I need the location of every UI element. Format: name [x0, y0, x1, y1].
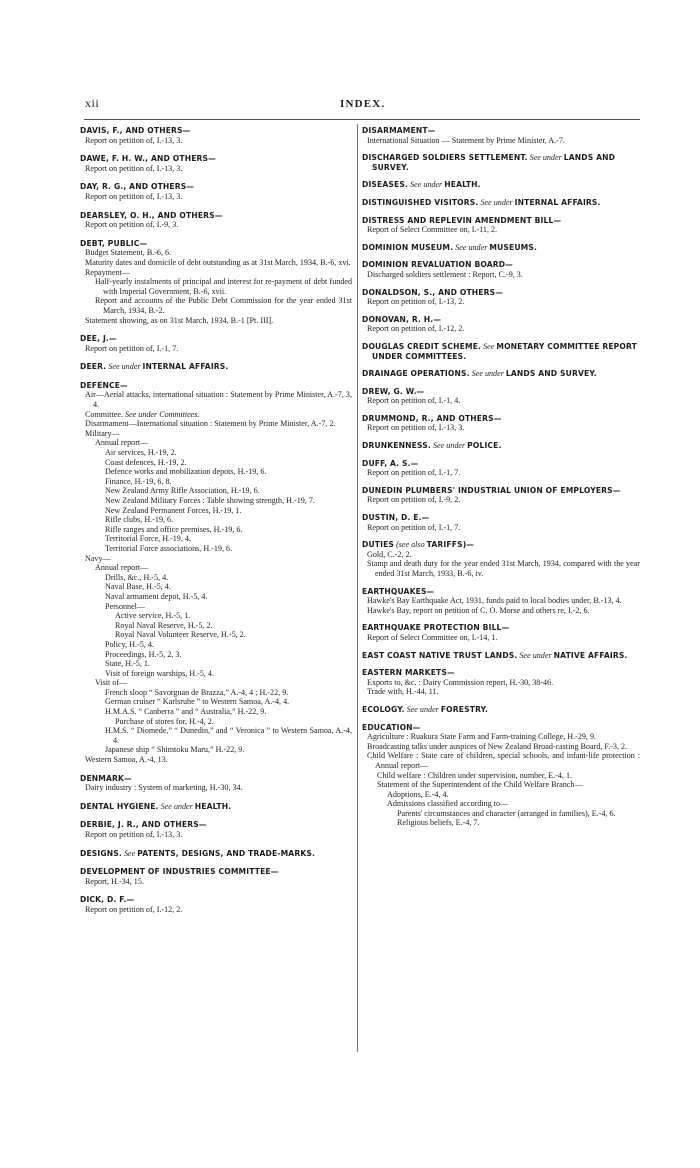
entry-heading: DAY, R. G., AND OTHERS— — [80, 182, 195, 192]
entry-line: Report on petition of, I.-12, 2. — [367, 324, 465, 334]
see-under: See under — [410, 180, 443, 190]
cross-reference: NATIVE AFFAIRS. — [553, 650, 628, 660]
entry-line: Report on petition of, I.-13, 2. — [367, 297, 465, 307]
index-entry — [362, 414, 640, 433]
entry-heading: DOUGLAS CREDIT SCHEME. — [362, 341, 482, 351]
entry-line: Royal Naval Reserve, H.-5, 2. — [115, 620, 213, 630]
entry-heading: DISTRESS AND REPLEVIN AMENDMENT BILL— — [362, 215, 562, 225]
entry-heading: DENTAL HYGIENE. — [80, 801, 159, 811]
entry-heading: DRAINAGE OPERATIONS. — [362, 369, 470, 379]
cross-reference: HEALTH. — [444, 180, 481, 190]
entry-line: Hawke's Bay, report on petition of C. O. Morse and others re, I.-2, 6. — [367, 605, 590, 615]
entry-line: Drills, &c., H.-5, 4. — [105, 572, 169, 582]
page-number: xii — [85, 96, 100, 110]
index-entry — [362, 315, 640, 334]
entry-text: Committee. — [85, 409, 123, 419]
entry-line: Japanese ship “ Shimtoku Maru,” H.-22, 9. — [105, 745, 245, 755]
index-entry — [362, 216, 640, 235]
entry-line: Purchase of stores for, H.-4, 2. — [115, 716, 214, 726]
entry-line: Report of Select Committee on, I.-14, 1. — [367, 632, 498, 642]
index-entry — [80, 802, 352, 812]
entry-heading: DONOVAN, R. H.— — [362, 314, 442, 324]
entry-line: H.M.A.S. “ Canberra ” and “ Australia,” H.-22, 9. — [105, 707, 267, 717]
entry-heading: DENMARK— — [80, 773, 132, 783]
entry-line: Exports to, &c. : Dairy Commission report, H.-30, 38-46. — [367, 677, 554, 687]
entry-line: Report on petition of, I.-1, 7. — [85, 343, 179, 353]
cross-reference: POLICE. — [467, 441, 502, 451]
entry-line: Royal Naval Volunteer Reserve, H.-5, 2. — [115, 630, 246, 640]
entry-line: Report on petition of, I.-13, 3. — [85, 830, 183, 839]
entry-line: Rifle ranges and office premises, H.-19, 6. — [105, 524, 243, 534]
index-entry — [362, 126, 640, 145]
entry-heading: DAVIS, F., AND OTHERS— — [80, 126, 191, 135]
index-entry — [80, 126, 352, 145]
index-entry — [80, 867, 352, 886]
entry-line: H.M.S. “ Diomede,” “ Dunedin,” and “ Veronica ” to Western Samoa, A.-4, 4. — [105, 726, 352, 745]
entry-line: International Situation — Statement by Prime Minister, A.-7. — [367, 135, 565, 145]
cross-reference: HEALTH. — [194, 801, 232, 811]
entry-line: Budget Statement, B.-6, 6. — [85, 248, 172, 258]
entry-heading: DESIGNS. — [80, 848, 122, 858]
entry-line: German cruiser “ Karlsruhe ” to Western Samoa, A.-4, 4. — [105, 697, 290, 707]
entry-line: Western Samoa, A.-4, 13. — [85, 755, 168, 765]
index-entry — [362, 180, 640, 190]
entry-heading: DAWE, F. H. W., AND OTHERS— — [80, 154, 216, 164]
index-entry — [362, 260, 640, 279]
see-under: See under — [529, 153, 562, 163]
index-entry — [80, 895, 352, 914]
entry-line: Coast defences, H.-19, 2. — [105, 457, 187, 467]
entry-heading: EDUCATION— — [362, 722, 421, 732]
entry-line: Statement showing, as on 31st March, 1934, B.-1 [Pt. III]. — [85, 315, 274, 325]
index-entry — [362, 441, 640, 451]
entry-heading: DERBIE, J. R., AND OTHERS— — [80, 820, 207, 830]
entry-line: Gold, C.-2, 2. — [367, 549, 412, 559]
index-entry — [80, 154, 352, 173]
see-under: See — [123, 848, 136, 858]
cross-reference: MUSEUMS. — [489, 242, 538, 252]
index-entry — [362, 587, 640, 616]
entry-line: Air—Aerial attacks, international situation : Statement by Prime Minister, A.-7, 3, 4. — [85, 390, 352, 410]
entry-line: Report on petition of, I.-13, 3. — [367, 423, 465, 433]
entry-line: Stamp and death duty for the year ended 31st March, 1934, compared with the year ended 31st March, 1933, B.-6, iv. — [367, 559, 640, 578]
entry-line: Personnel— — [105, 601, 146, 611]
index-entry — [80, 334, 352, 353]
entry-line: Proceedings, H.-5, 2, 3. — [105, 649, 182, 659]
entry-heading: EARTHQUAKE PROTECTION BILL— — [362, 623, 510, 633]
entry-line: Child welfare : Children under supervision, number, E.-4, 1. — [377, 770, 573, 780]
index-entry — [362, 623, 640, 642]
entry-line: Parents' circumstances and character (arranged in families), E.-4, 6. — [397, 808, 616, 818]
entry-heading: ECOLOGY. — [362, 704, 405, 714]
see-under: See under — [455, 242, 488, 252]
entry-heading: DUFF, A. S.— — [362, 458, 419, 468]
entry-line: French sloop “ Savorgnan de Brazza,” A.-4, 4 ; H.-22, 9. — [105, 687, 289, 697]
index-entry — [80, 182, 352, 201]
index-entry — [362, 513, 640, 532]
entry-line: Hawke's Bay Earthquake Act, 1931, funds paid to local bodies under, B.-13, 4. — [367, 596, 622, 606]
entry-heading: DEER. — [80, 362, 107, 372]
entry-line: New Zealand Military Forces : Table showing strength, H.-19, 7. — [105, 496, 315, 505]
entry-line: Active service, H.-5, 1. — [115, 611, 191, 621]
entry-line: Annual report— — [95, 438, 149, 448]
entry-heading: DUNEDIN PLUMBERS' INDUSTRIAL UNION OF EMPLOYERS— — [362, 485, 621, 495]
index-entry — [80, 820, 352, 839]
cross-reference: PATENTS, DESIGNS, AND TRADE-MARKS. — [137, 848, 316, 858]
page-title: INDEX. — [340, 98, 386, 110]
index-entry — [80, 381, 352, 765]
entry-line: Visit of— — [95, 678, 128, 688]
index-entry — [362, 369, 640, 379]
entry-line: Report on petition of, I.-9, 2. — [367, 495, 461, 505]
entry-line: Annual report— — [95, 563, 149, 573]
index-entry — [362, 540, 640, 578]
see-under: See — [483, 341, 495, 351]
see-under: See under — [471, 369, 504, 379]
index-entry — [362, 243, 640, 253]
index-entry — [362, 668, 640, 697]
entry-line: Naval armament depot, H.-5, 4. — [105, 591, 208, 601]
entry-line: Repayment— — [85, 267, 130, 277]
entry-line: Trade with, H.-44, 11. — [367, 687, 439, 697]
see-under: See under — [406, 704, 439, 714]
entry-heading: DEVELOPMENT OF INDUSTRIES COMMITTEE— — [80, 867, 279, 877]
entry-line: Visit of foreign warships, H.-5, 4. — [105, 668, 214, 678]
header-rule — [84, 119, 640, 120]
see-under: See under — [160, 801, 193, 811]
index-entry — [362, 198, 640, 208]
cross-reference: LANDS AND SURVEY. — [372, 153, 616, 172]
entry-line: Territorial Force associations, H.-19, 6. — [105, 543, 233, 553]
entry-heading: EAST COAST NATIVE TRUST LANDS. — [362, 650, 518, 660]
entry-line: Adoptions, E.-4, 4. — [387, 789, 449, 799]
entry-line: Policy, H.-5, 4. — [105, 639, 154, 649]
entry-heading: DISCHARGED SOLDIERS SETTLEMENT. — [362, 153, 528, 163]
see-under: See under — [519, 650, 552, 660]
index-entry — [80, 239, 352, 325]
cross-reference: TARIFFS)— — [426, 540, 475, 550]
index-entry — [362, 459, 640, 478]
entry-line: Disarmament—International situation : Statement by Prime Minister, A.-7, 2. — [85, 419, 336, 429]
index-entry — [362, 486, 640, 505]
entry-line: Report, H.-34, 15. — [85, 876, 144, 886]
entry-heading: DISARMAMENT— — [362, 126, 436, 135]
entry-line: Rifle clubs, H.-19, 6. — [105, 515, 174, 525]
entry-line: Report and accounts of the Public Debt Commission for the year ended 31st March, 1934, B.-2. — [95, 296, 352, 315]
cross-reference: INTERNAL AFFAIRS. — [142, 362, 229, 372]
entry-line: Admissions classified according to— — [387, 799, 509, 809]
entry-line: Half-yearly instalments of principal and interest for re-payment of debt funded with Imperial Government, B.-6, xvii. — [95, 277, 352, 296]
index-entry — [80, 211, 352, 230]
see-under: See under — [432, 441, 466, 451]
right-column — [362, 126, 640, 836]
entry-heading: DEBT, PUBLIC— — [80, 238, 148, 248]
entry-line: Discharged soldiers settlement : Report, C.-9, 3. — [367, 269, 523, 279]
index-entry — [362, 153, 640, 172]
entry-heading: DRUMMOND, R., AND OTHERS— — [362, 413, 502, 423]
entry-line: Territorial Force, H.-19, 4. — [105, 534, 191, 544]
entry-line: Report on petition of, I.-13, 3. — [85, 163, 183, 173]
entry-heading: DISEASES. — [362, 180, 409, 190]
entry-heading: DONALDSON, S., AND OTHERS— — [362, 287, 503, 297]
cross-reference: MONETARY COMMITTEE REPORT UNDER COMMITTEES. — [372, 341, 637, 361]
index-entry — [362, 288, 640, 307]
entry-line: Broadcasting talks under auspices of New Zealand Broad-casting Board, F.-3, 2. — [367, 741, 628, 751]
index-entry — [362, 387, 640, 406]
index-entry — [80, 849, 352, 859]
entry-line: Report on petition of, I.-1, 4. — [367, 396, 461, 406]
entry-line: Report on petition of, I.-13, 3. — [85, 191, 183, 201]
entry-heading: DUSTIN, D. E.— — [362, 513, 430, 523]
entry-line: Agriculture : Ruakura State Farm and Farm-training College, H.-29, 9. — [367, 732, 597, 742]
entry-line: Report on petition of, I.-1, 7. — [367, 522, 461, 532]
entry-heading: EARTHQUAKES— — [362, 586, 435, 596]
entry-line: Military— — [85, 428, 120, 438]
entry-heading: DOMINION MUSEUM. — [362, 242, 454, 252]
entry-line: Report of Select Committee on, I.-11, 2. — [367, 225, 498, 235]
index-entry — [362, 342, 640, 361]
index-entry — [362, 723, 640, 829]
entry-line — [80, 410, 352, 420]
entry-heading: DOMINION REVALUATION BOARD— — [362, 260, 514, 270]
entry-line: State, H.-5, 1. — [105, 659, 150, 669]
see-under: See under Committees. — [125, 409, 200, 419]
entry-line: Report on petition of, I.-9, 3. — [85, 220, 179, 230]
entry-heading: EASTERN MARKETS— — [362, 668, 455, 678]
see-under: See under — [108, 362, 141, 372]
entry-line: Statement of the Superintendent of the Child Welfare Branch— — [377, 780, 583, 790]
entry-heading: DREW, G. W.— — [362, 386, 425, 396]
entry-line: Navy— — [85, 553, 111, 563]
entry-line: Child Welfare : State care of children, special schools, and infant-life protection : Annual report— — [367, 751, 640, 770]
entry-line: Report on petition of, I.-13, 3. — [85, 135, 183, 145]
column-divider — [357, 124, 358, 1052]
entry-heading: DICK, D. F.— — [80, 895, 135, 905]
index-entry — [80, 362, 352, 372]
index-entry — [80, 774, 352, 793]
cross-reference: FORESTRY. — [440, 704, 489, 714]
entry-heading: DRUNKENNESS. — [362, 441, 431, 451]
cross-reference: LANDS AND SURVEY. — [505, 369, 597, 379]
entry-heading: DUTIES — [362, 540, 395, 550]
cross-reference: INTERNAL AFFAIRS. — [514, 197, 601, 207]
entry-heading: DEFENCE— — [80, 380, 128, 390]
entry-line: Report on petition of, I.-12, 2. — [85, 904, 183, 914]
entry-heading: DEARSLEY, O. H., AND OTHERS— — [80, 210, 223, 220]
entry-line: Dairy industry : System of marketing, H.-30, 34. — [85, 783, 243, 793]
entry-line: Religious beliefs, E.-4, 7. — [397, 818, 480, 828]
entry-line: Air services, H.-19, 2. — [105, 448, 177, 458]
see-under: (see also — [396, 540, 425, 550]
entry-line: Finance, H.-19, 6, 8. — [105, 476, 172, 486]
entry-line: Maturity dates and domicile of debt outstanding as at 31st March, 1934, B.-6, xvi. — [85, 257, 351, 267]
index-entry — [362, 705, 640, 715]
entry-line: New Zealand Permanent Forces, H.-19, 1. — [105, 505, 242, 515]
entry-line: Naval Base, H.-5, 4. — [105, 582, 171, 592]
entry-heading: DEE, J.— — [80, 334, 117, 344]
entry-line: New Zealand Army Rifle Association, H.-19, 6. — [105, 486, 260, 496]
see-under: See under — [480, 197, 513, 207]
index-entry — [362, 651, 640, 661]
entry-line: Defence works and mobilization depots, H.-19, 6. — [105, 467, 267, 477]
left-column — [80, 126, 352, 924]
entry-heading: DISTINGUISHED VISITORS. — [362, 197, 479, 207]
entry-line: Report on petition of, I.-1, 7. — [367, 468, 461, 478]
